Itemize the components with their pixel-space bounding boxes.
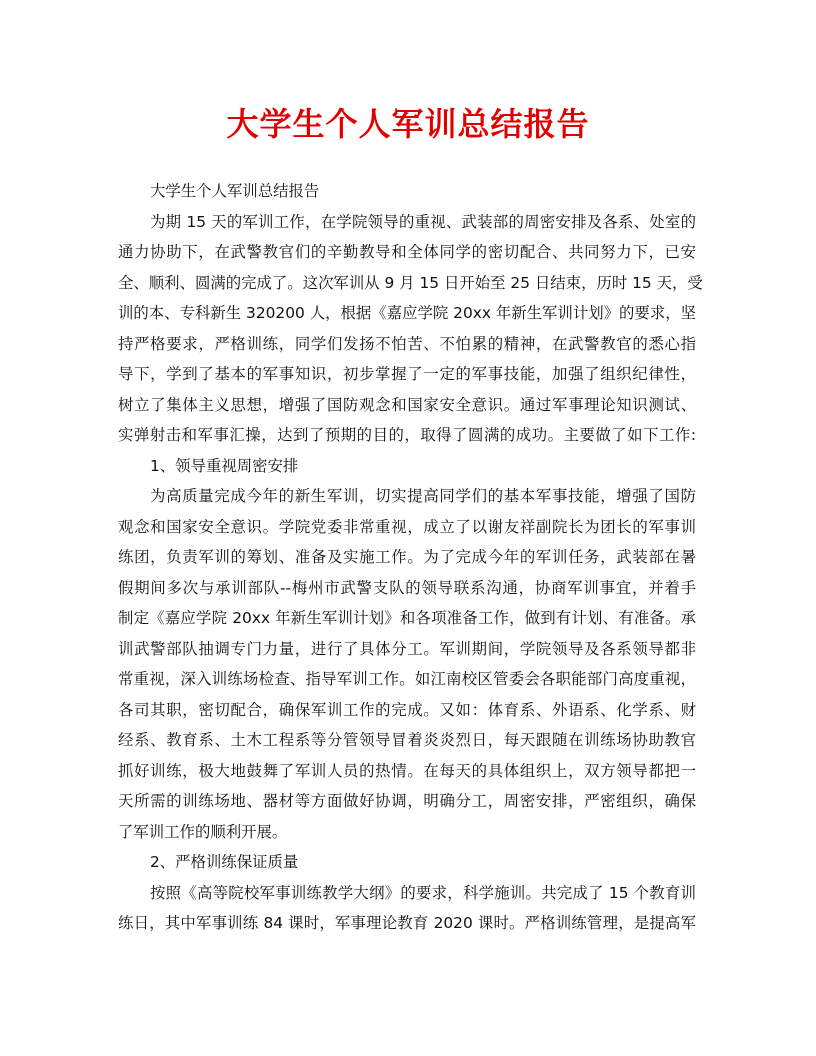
- paragraph-line: 全、顺利、圆满的完成了。这次军训从 9 月 15 日开始至 25 日结束，历时 15 天，受: [118, 273, 703, 292]
- paragraph-line: 观念和国家安全意识。学院党委非常重视，成立了以谢友祥副院长为团长的军事训: [118, 517, 696, 536]
- subtitle-line: 大学生个人军训总结报告: [150, 182, 320, 200]
- paragraph-line: 制定《嘉应学院 20xx 年新生军训计划》和各项准备工作，做到有计划、有准备。承: [118, 609, 696, 627]
- section-heading: 1、领导重视周密安排: [150, 456, 299, 475]
- paragraph-line: 持严格要求，严格训练，同学们发扬不怕苦、不怕累的精神，在武警教官的悉心指: [118, 334, 696, 353]
- paragraph-line: 树立了集体主义思想，增强了国防观念和国家安全意识。通过军事理论知识测试、: [118, 395, 696, 414]
- paragraph-line: 练团，负责军训的筹划、准备及实施工作。为了完成今年的军训任务，武装部在暑: [118, 548, 696, 566]
- paragraph-line: 训的本、专科新生 320200 人，根据《嘉应学院 20xx 年新生军训计划》的要求，坚: [118, 304, 696, 322]
- document-body: [118, 176, 703, 939]
- paragraph-line: 常重视，深入训练场检查、指导军训工作。如江南校区管委会各职能部门高度重视，: [118, 670, 696, 688]
- paragraph-line: 了军训工作的顺利开展。: [118, 822, 288, 841]
- paragraph-line: 练日，其中军事训练 84 课时，军事理论教育 2020 课时。严格训练管理，是提高军: [118, 914, 696, 932]
- paragraph-line: 实弹射击和军事汇操，达到了预期的目的，取得了圆满的成功。主要做了如下工作:: [118, 426, 696, 444]
- paragraph-line: 为期 15 天的军训工作，在学院领导的重视、武装部的周密安排及各系、处室的: [150, 212, 696, 231]
- paragraph-line: 导下，学到了基本的军事知识，初步掌握了一定的军事技能，加强了组织纪律性，: [118, 365, 696, 383]
- paragraph-line: 为高质量完成今年的新生军训，切实提高同学们的基本军事技能，增强了国防: [150, 487, 696, 505]
- paragraph-line: 假期间多次与承训部队--梅州市武警支队的领导联系沟通，协商军训事宜，并着手: [118, 578, 696, 597]
- paragraph-line: 各司其职，密切配合，确保军训工作的完成。又如：体育系、外语系、化学系、财: [118, 700, 696, 719]
- section-heading: 2、严格训练保证质量: [150, 853, 299, 871]
- paragraph-line: 通力协助下，在武警教官们的辛勤教导和全体同学的密切配合、共同努力下，已安: [118, 243, 696, 261]
- paragraph-line: 天所需的训练场地、器材等方面做好协调，明确分工，周密安排，严密组织，确保: [118, 792, 696, 810]
- paragraph-line: 抓好训练，极大地鼓舞了军训人员的热情。在每天的具体组织上，双方领导都把一: [118, 761, 696, 780]
- paragraph-line: 按照《高等院校军事训练教学大纲》的要求，科学施训。共完成了 15 个教育训: [150, 883, 696, 902]
- paragraph-line: 训武警部队抽调专门力量，进行了具体分工。军训期间，学院领导及各系领导都非: [118, 639, 696, 658]
- document-title: 大学生个人军训总结报告: [226, 105, 590, 143]
- paragraph-line: 经系、教育系、土木工程系等分管领导冒着炎炎烈日，每天跟随在训练场协助教官: [118, 731, 696, 749]
